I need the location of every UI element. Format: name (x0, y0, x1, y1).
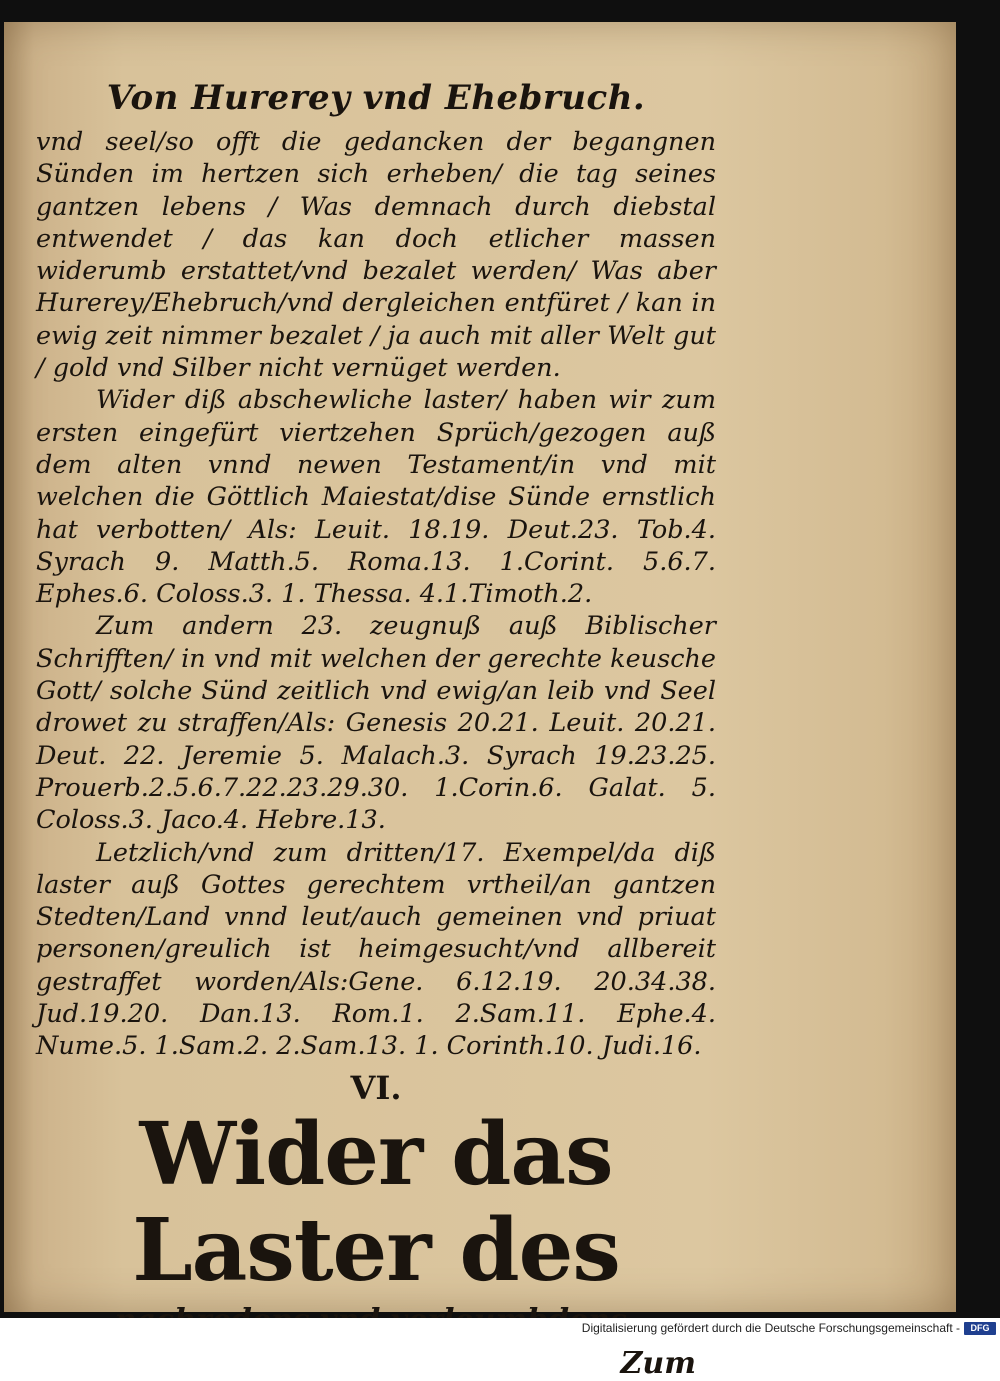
page-text-block (36, 60, 716, 1381)
paragraph-1: vnd seel/so offt die gedancken der begangnen Sünden im hertzen sich erheben/ die tag seines gantzen lebens / Was demnach durch diebstal entwendet / das kan doch etlicher massen widerumb erstattet/vnd bezalet werden/ Was aber Hurerey/Ehebruch/vnd dergleichen entfüret / kan in ewig zeit nimmer bezalet / ja auch mit aller Welt gut / gold vnd Silber nicht vernüget werden. (36, 127, 716, 384)
digitization-credit: Digitalisierung gefördert durch die Deutsche Forschungsgemeinschaft - (0, 1318, 1000, 1339)
paragraph-2: Wider diß abschewliche laster/ haben wir zum ersten eingefürt viertzehen Sprüch/gezogen auß dem alten vnnd newen Testament/in vnd mit welchen die Göttlich Maiestat/dise Sünde ernstlich hat verbotten/ Als: Leuit. 18.19. Deut.23. Tob.4. Syrach 9. Matth.5. Roma.13. 1.Corint. 5.6.7. Ephes.6. Coloss.3. 1. Thessa. 4.1.Timoth.2. (36, 385, 716, 610)
section-title: Wider das Laster des (132, 1103, 620, 1301)
paragraph-4: Letzlich/vnd zum dritten/17. Exempel/da diß laster auß Gottes gerechtem vrtheil/an gantzen Stedten/Land vnnd leut/auch gemeinen vnd priuat personen/greulich ist heimgesucht/vnd allbereit gestraffet worden/Als:Gene. 6.12.19. 20.34.38. Jud.19.20. Dan.13. Rom.1. 2.Sam.11. Ephe.4. Nume.5. 1.Sam.2. 2.Sam.13. 1. Corinth.10. Judi.16. (36, 837, 716, 1062)
catchword: Zum (620, 1345, 696, 1381)
dfg-logo: DFG (964, 1322, 996, 1335)
running-head: Von Hurerey vnd Ehebruch. (106, 78, 646, 118)
section-number: VI. (350, 1068, 402, 1107)
paragraph-3: Zum andern 23. zeugnuß auß Biblischer Schrifften/ in vnd mit welchen der gerechte keusche Gott/ solche Sünd zeitlich vnd ewig/an leib vnd Seel drowet zu straffen/Als: Genesis 20.21. Leuit. 20.21. Deut. 22. Jeremie 5. Malach.3. Syrach 19.23.25. Prouerb.2.5.6.7.22.23.29.30. 1.Corin.6. Galat. 5. Coloss.3. Jaco.4. Hebre.13. (36, 611, 716, 836)
